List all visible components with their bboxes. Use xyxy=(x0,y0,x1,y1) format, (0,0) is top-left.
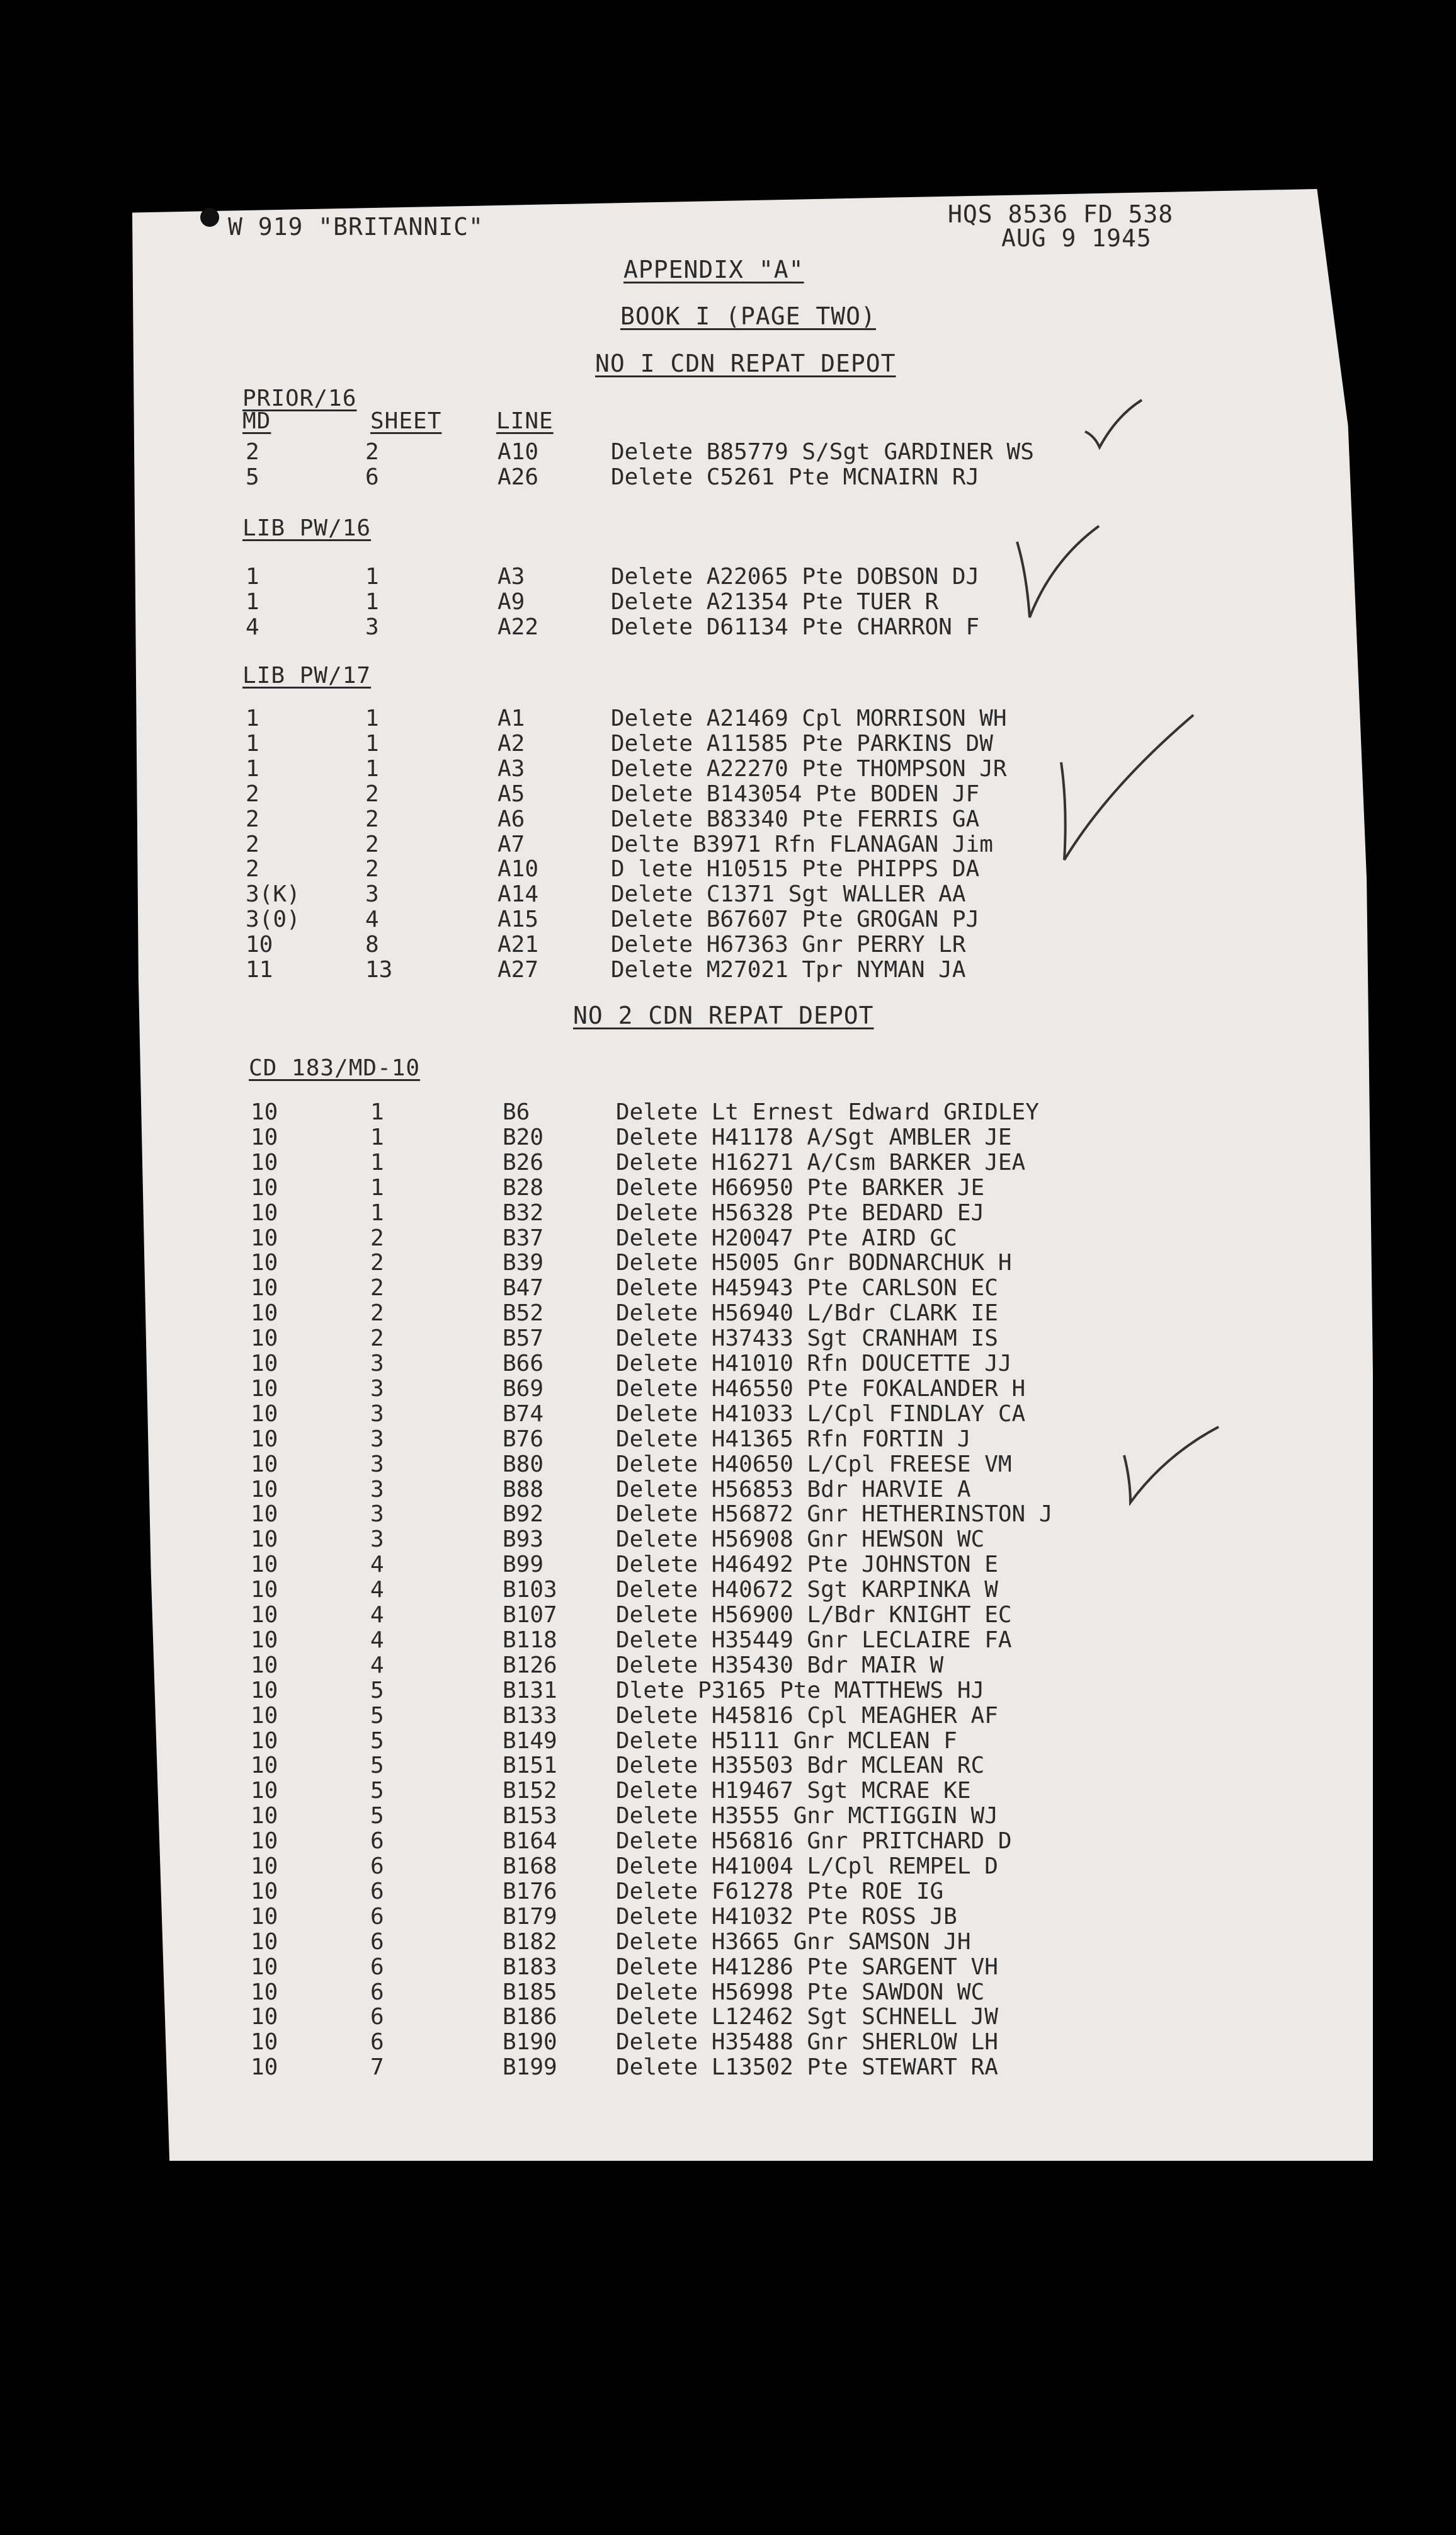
sheet-cell: 5 xyxy=(370,1803,384,1829)
entry-cell: Delete M27021 Tpr NYMAN JA xyxy=(611,957,966,983)
md-cell: 10 xyxy=(251,1702,278,1729)
group-heading: PRIOR/16 xyxy=(242,386,357,411)
md-cell: 10 xyxy=(251,1124,278,1150)
sheet-cell: 1 xyxy=(365,755,379,782)
sheet-cell: 1 xyxy=(370,1199,384,1226)
md-cell: 10 xyxy=(251,1677,278,1703)
sheet-cell: 4 xyxy=(370,1652,384,1678)
entry-cell: Delete H35430 Bdr MAIR W xyxy=(616,1652,944,1678)
line-cell: B47 xyxy=(503,1275,544,1302)
entry-cell: Delete H41033 L/Cpl FINDLAY CA xyxy=(616,1400,1026,1427)
line-cell: B131 xyxy=(503,1677,557,1703)
md-cell: 2 xyxy=(246,856,259,883)
md-cell: 10 xyxy=(251,1652,278,1678)
line-cell: B80 xyxy=(503,1451,544,1477)
sheet-cell: 2 xyxy=(365,781,379,807)
entry-cell: Delete L13502 Pte STEWART RA xyxy=(616,2054,998,2081)
line-cell: B151 xyxy=(503,1753,557,1779)
md-cell: 1 xyxy=(246,588,259,615)
line-cell: B66 xyxy=(503,1351,544,1376)
entry-cell: Delete H3555 Gnr MCTIGGIN WJ xyxy=(616,1803,998,1829)
entry-cell: Delete H46492 Pte JOHNSTON E xyxy=(616,1552,998,1578)
line-cell: B88 xyxy=(503,1476,544,1502)
entry-cell: Delete H46550 Pte FOKALANDER H xyxy=(616,1375,1026,1402)
md-cell: 10 xyxy=(251,1099,278,1125)
md-cell: 3(K) xyxy=(246,881,300,908)
line-cell: A26 xyxy=(498,464,539,490)
line-cell: B152 xyxy=(503,1778,557,1804)
entry-cell: Delete H41032 Pte ROSS JB xyxy=(616,1903,957,1930)
entry-cell: Delete H41004 L/Cpl REMPEL D xyxy=(616,1853,998,1879)
checkmark-2 xyxy=(1014,523,1102,624)
md-cell: 10 xyxy=(251,1577,278,1603)
line-cell: B186 xyxy=(503,2004,557,2030)
sheet-cell: 1 xyxy=(365,588,379,615)
md-cell: 11 xyxy=(246,957,273,983)
entry-cell: Delete A22065 Pte DOBSON DJ xyxy=(611,564,980,590)
line-cell: B37 xyxy=(503,1225,544,1251)
sheet-cell: 3 xyxy=(365,614,379,640)
sheet-cell: 6 xyxy=(370,1928,384,1955)
md-cell: 10 xyxy=(251,1225,278,1251)
section-title: NO I CDN REPAT DEPOT xyxy=(595,350,896,377)
md-cell: 10 xyxy=(251,1778,278,1804)
sheet-cell: 6 xyxy=(370,2004,384,2030)
sheet-cell: 3 xyxy=(370,1375,384,1402)
entry-cell: Delete H67363 Gnr PERRY LR xyxy=(611,932,966,958)
entry-cell: Delete H41178 A/Sgt AMBLER JE xyxy=(616,1124,1012,1150)
reference-number: HQS 8536 FD 538 xyxy=(948,200,1174,228)
sheet-cell: 8 xyxy=(365,932,379,958)
line-cell: A21 xyxy=(498,932,539,958)
line-cell: B179 xyxy=(503,1903,557,1930)
entry-cell: Delte B3971 Rfn FLANAGAN Jim xyxy=(611,831,993,857)
entry-cell: Delete H56816 Gnr PRITCHARD D xyxy=(616,1828,1012,1855)
md-cell: 10 xyxy=(251,1501,278,1528)
line-cell: A3 xyxy=(498,564,525,590)
md-cell: 1 xyxy=(246,730,259,757)
md-cell: 10 xyxy=(251,1426,278,1452)
group-heading: LIB PW/17 xyxy=(242,663,372,689)
sheet-cell: 5 xyxy=(370,1778,384,1804)
entry-cell: Delete B67607 Pte GROGAN PJ xyxy=(611,907,980,933)
sheet-cell: 2 xyxy=(365,831,379,857)
line-cell: B74 xyxy=(503,1400,544,1427)
sheet-cell: 6 xyxy=(370,2029,384,2056)
line-cell: B107 xyxy=(503,1602,557,1628)
checkmark-4 xyxy=(1121,1424,1222,1506)
sheet-cell: 3 xyxy=(365,881,379,908)
section-title: NO 2 CDN REPAT DEPOT xyxy=(573,1002,874,1029)
md-cell: 1 xyxy=(246,706,259,731)
sheet-cell: 6 xyxy=(370,1828,384,1855)
sheet-cell: 2 xyxy=(370,1250,384,1276)
entry-cell: Delete H56908 Gnr HEWSON WC xyxy=(616,1526,985,1553)
entry-cell: Delete H5005 Gnr BODNARCHUK H xyxy=(616,1250,1012,1276)
checkmark-3 xyxy=(1058,712,1197,863)
line-cell: B26 xyxy=(503,1149,544,1176)
md-cell: 10 xyxy=(251,2029,278,2056)
md-cell: 10 xyxy=(251,1928,278,1955)
line-cell: B6 xyxy=(503,1099,530,1125)
md-cell: 10 xyxy=(251,1753,278,1779)
entry-cell: Delete D61134 Pte CHARRON F xyxy=(611,614,980,640)
md-cell: 2 xyxy=(246,831,259,857)
md-cell: 5 xyxy=(246,464,259,490)
line-cell: B28 xyxy=(503,1174,544,1201)
line-cell: B185 xyxy=(503,1979,557,2005)
md-cell: 10 xyxy=(251,1300,278,1327)
entry-cell: Delete H56900 L/Bdr KNIGHT EC xyxy=(616,1602,1012,1628)
sheet-cell: 3 xyxy=(370,1526,384,1553)
entry-cell: Delete H56998 Pte SAWDON WC xyxy=(616,1979,985,2005)
entry-cell: D lete H10515 Pte PHIPPS DA xyxy=(611,856,980,883)
line-cell: B99 xyxy=(503,1552,544,1578)
sheet-cell: 5 xyxy=(370,1677,384,1703)
entry-cell: Delete Lt Ernest Edward GRIDLEY xyxy=(616,1099,1039,1125)
md-cell: 10 xyxy=(251,1979,278,2005)
sheet-cell: 6 xyxy=(370,1878,384,1904)
entry-cell: Delete H40650 L/Cpl FREESE VM xyxy=(616,1451,1012,1477)
md-cell: 10 xyxy=(251,1727,278,1754)
sheet-cell: 4 xyxy=(370,1627,384,1653)
md-cell: 4 xyxy=(246,614,259,640)
md-cell: 10 xyxy=(251,1400,278,1427)
md-cell: 3(0) xyxy=(246,907,300,933)
entry-cell: Delete H19467 Sgt MCRAE KE xyxy=(616,1778,971,1804)
sheet-cell: 2 xyxy=(370,1325,384,1352)
ship-name: W 919 "BRITANNIC" xyxy=(228,213,484,241)
line-cell: B133 xyxy=(503,1702,557,1729)
sheet-cell: 2 xyxy=(365,856,379,883)
line-cell: B164 xyxy=(503,1828,557,1855)
md-cell: 10 xyxy=(251,1250,278,1276)
sheet-cell: 1 xyxy=(370,1149,384,1176)
md-cell: 10 xyxy=(251,1199,278,1226)
entry-cell: Delete H56328 Pte BEDARD EJ xyxy=(616,1199,985,1226)
entry-cell: Delete A21354 Pte TUER R xyxy=(611,588,939,615)
md-cell: 10 xyxy=(251,1803,278,1829)
sheet-cell: 4 xyxy=(370,1602,384,1628)
sheet-cell: 3 xyxy=(370,1400,384,1427)
line-cell: B176 xyxy=(503,1878,557,1904)
line-cell: B92 xyxy=(503,1501,544,1528)
sheet-cell: 2 xyxy=(365,439,379,465)
sheet-cell: 1 xyxy=(370,1124,384,1150)
sheet-cell: 1 xyxy=(370,1099,384,1125)
entry-cell: Delete A22270 Pte THOMPSON JR xyxy=(611,755,1007,782)
line-cell: B93 xyxy=(503,1526,544,1553)
md-cell: 2 xyxy=(246,439,259,465)
md-cell: 1 xyxy=(246,755,259,782)
md-cell: 1 xyxy=(246,564,259,590)
md-cell: 10 xyxy=(251,1275,278,1302)
entry-cell: Delete H41365 Rfn FORTIN J xyxy=(616,1426,971,1452)
entry-cell: Delete B143054 Pte BODEN JF xyxy=(611,781,980,807)
md-cell: 10 xyxy=(251,1954,278,1980)
md-cell: 10 xyxy=(251,1552,278,1578)
sheet-cell: 4 xyxy=(370,1577,384,1603)
sheet-cell: 13 xyxy=(365,957,393,983)
report-date: AUG 9 1945 xyxy=(1001,224,1152,252)
entry-cell: Delete H35449 Gnr LECLAIRE FA xyxy=(616,1627,1012,1653)
sheet-cell: 6 xyxy=(370,1979,384,2005)
entry-cell: Delete H16271 A/Csm BARKER JEA xyxy=(616,1149,1026,1176)
line-cell: A1 xyxy=(498,706,525,731)
md-cell: 10 xyxy=(246,932,273,958)
sheet-cell: 6 xyxy=(370,1853,384,1879)
entry-cell: Delete B85779 S/Sgt GARDINER WS xyxy=(611,439,1034,465)
entry-cell: Delete B83340 Pte FERRIS GA xyxy=(611,806,980,832)
entry-cell: Delete A21469 Cpl MORRISON WH xyxy=(611,706,1007,731)
line-cell: B118 xyxy=(503,1627,557,1653)
appendix-title: APPENDIX "A" xyxy=(623,256,804,283)
entry-cell: Delete C5261 Pte MCNAIRN RJ xyxy=(611,464,980,490)
sheet-cell: 1 xyxy=(365,730,379,757)
md-cell: 10 xyxy=(251,1325,278,1352)
line-cell: B199 xyxy=(503,2054,557,2081)
sheet-cell: 5 xyxy=(370,1727,384,1754)
sheet-cell: 2 xyxy=(370,1300,384,1327)
entry-cell: Delete H5111 Gnr MCLEAN F xyxy=(616,1727,957,1754)
md-cell: 10 xyxy=(251,2004,278,2030)
line-cell: A6 xyxy=(498,806,525,832)
md-cell: 10 xyxy=(251,1149,278,1176)
entry-cell: Delete H56872 Gnr HETHERINSTON J xyxy=(616,1501,1053,1528)
md-cell: 10 xyxy=(251,1351,278,1376)
book-title: BOOK I (PAGE TWO) xyxy=(620,302,876,330)
sheet-cell: 3 xyxy=(370,1476,384,1502)
entry-cell: Delete A11585 Pte PARKINS DW xyxy=(611,730,993,757)
entry-cell: Delete H20047 Pte AIRD GC xyxy=(616,1225,957,1251)
line-cell: B153 xyxy=(503,1803,557,1829)
md-cell: 10 xyxy=(251,1375,278,1402)
line-cell: A27 xyxy=(498,957,539,983)
entry-cell: Delete H37433 Sgt CRANHAM IS xyxy=(616,1325,998,1352)
sheet-cell: 2 xyxy=(365,806,379,832)
sheet-cell: 6 xyxy=(365,464,379,490)
group-heading: LIB PW/16 xyxy=(242,515,372,541)
sheet-cell: 5 xyxy=(370,1702,384,1729)
sheet-cell: 7 xyxy=(370,2054,384,2081)
sheet-cell: 2 xyxy=(370,1225,384,1251)
md-cell: 10 xyxy=(251,1828,278,1855)
entry-cell: Delete H35503 Bdr MCLEAN RC xyxy=(616,1753,985,1779)
line-cell: B168 xyxy=(503,1853,557,1879)
sheet-cell: 6 xyxy=(370,1903,384,1930)
sheet-cell: 3 xyxy=(370,1351,384,1376)
line-cell: B103 xyxy=(503,1577,557,1603)
column-header-md: MD xyxy=(242,408,271,434)
line-cell: A3 xyxy=(498,755,525,782)
sheet-cell: 3 xyxy=(370,1426,384,1452)
md-cell: 10 xyxy=(251,1878,278,1904)
entry-cell: Delete H66950 Pte BARKER JE xyxy=(616,1174,985,1201)
sheet-cell: 1 xyxy=(370,1174,384,1201)
column-header-line: LINE xyxy=(496,408,554,434)
line-cell: B149 xyxy=(503,1727,557,1754)
entry-cell: Delete C1371 Sgt WALLER AA xyxy=(611,881,966,908)
punch-hole xyxy=(200,208,219,227)
group-heading: CD 183/MD-10 xyxy=(249,1055,421,1081)
sheet-cell: 3 xyxy=(370,1451,384,1477)
md-cell: 10 xyxy=(251,1903,278,1930)
sheet-cell: 5 xyxy=(370,1753,384,1779)
line-cell: B32 xyxy=(503,1199,544,1226)
entry-cell: Delete F61278 Pte ROE IG xyxy=(616,1878,944,1904)
line-cell: A9 xyxy=(498,588,525,615)
entry-cell: Delete H56940 L/Bdr CLARK IE xyxy=(616,1300,998,1327)
sheet-cell: 3 xyxy=(370,1501,384,1528)
md-cell: 10 xyxy=(251,1526,278,1553)
entry-cell: Delete H40672 Sgt KARPINKA W xyxy=(616,1577,998,1603)
md-cell: 10 xyxy=(251,1627,278,1653)
line-cell: B183 xyxy=(503,1954,557,1980)
line-cell: A14 xyxy=(498,881,539,908)
entry-cell: Delete L12462 Sgt SCHNELL JW xyxy=(616,2004,998,2030)
md-cell: 10 xyxy=(251,1476,278,1502)
entry-cell: Delete H45816 Cpl MEAGHER AF xyxy=(616,1702,998,1729)
entry-cell: Delete H41286 Pte SARGENT VH xyxy=(616,1954,998,1980)
line-cell: B52 xyxy=(503,1300,544,1327)
sheet-cell: 1 xyxy=(365,564,379,590)
line-cell: B126 xyxy=(503,1652,557,1678)
line-cell: B69 xyxy=(503,1375,544,1402)
sheet-cell: 6 xyxy=(370,1954,384,1980)
md-cell: 10 xyxy=(251,2054,278,2081)
md-cell: 10 xyxy=(251,1602,278,1628)
sheet-cell: 2 xyxy=(370,1275,384,1302)
sheet-cell: 1 xyxy=(365,706,379,731)
column-header-sheet: SHEET xyxy=(370,408,442,434)
md-cell: 2 xyxy=(246,781,259,807)
md-cell: 10 xyxy=(251,1451,278,1477)
md-cell: 10 xyxy=(251,1853,278,1879)
entry-cell: Delete H35488 Gnr SHERLOW LH xyxy=(616,2029,998,2056)
line-cell: A22 xyxy=(498,614,539,640)
entry-cell: Dlete P3165 Pte MATTHEWS HJ xyxy=(616,1677,985,1703)
line-cell: A10 xyxy=(498,856,539,883)
line-cell: A2 xyxy=(498,730,525,757)
entry-cell: Delete H45943 Pte CARLSON EC xyxy=(616,1275,998,1302)
line-cell: B76 xyxy=(503,1426,544,1452)
entry-cell: Delete H41010 Rfn DOUCETTE JJ xyxy=(616,1351,1012,1376)
line-cell: B182 xyxy=(503,1928,557,1955)
line-cell: B20 xyxy=(503,1124,544,1150)
line-cell: A10 xyxy=(498,439,539,465)
line-cell: B39 xyxy=(503,1250,544,1276)
line-cell: A15 xyxy=(498,907,539,933)
entry-cell: Delete H3665 Gnr SAMSON JH xyxy=(616,1928,971,1955)
line-cell: A5 xyxy=(498,781,525,807)
md-cell: 10 xyxy=(251,1174,278,1201)
sheet-cell: 4 xyxy=(365,907,379,933)
line-cell: A7 xyxy=(498,831,525,857)
entry-cell: Delete H56853 Bdr HARVIE A xyxy=(616,1476,971,1502)
sheet-cell: 4 xyxy=(370,1552,384,1578)
md-cell: 2 xyxy=(246,806,259,832)
line-cell: B57 xyxy=(503,1325,544,1352)
checkmark-1 xyxy=(1082,397,1145,460)
line-cell: B190 xyxy=(503,2029,557,2056)
